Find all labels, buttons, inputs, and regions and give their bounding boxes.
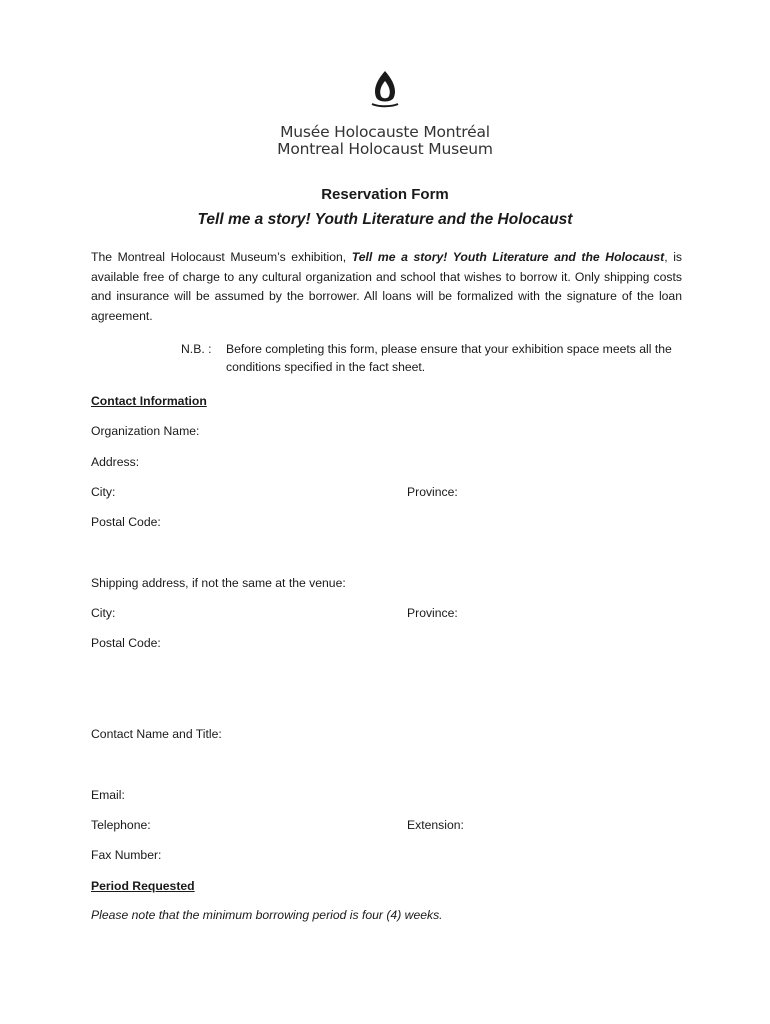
- contact-name-title-label: Contact Name and Title:: [91, 727, 222, 741]
- shipping-province-label: Province:: [407, 606, 458, 620]
- minimum-period-note: Please note that the minimum borrowing period is four (4) weeks.: [91, 908, 443, 922]
- shipping-city-label: City:: [91, 606, 116, 620]
- flame-candle-icon: [370, 70, 400, 110]
- city-label: City:: [91, 485, 116, 499]
- fax-number-label: Fax Number:: [91, 848, 162, 862]
- form-title: Reservation Form: [321, 186, 449, 203]
- nb-text: Before completing this form, please ensure that your exhibition space meets all the conditions specified in the fact sheet.: [226, 342, 672, 374]
- shipping-postal-code-label: Postal Code:: [91, 636, 161, 650]
- logo-text-english: Montreal Holocaust Museum: [277, 140, 493, 158]
- intro-paragraph: [91, 248, 682, 327]
- form-subtitle: Tell me a story! Youth Literature and the Holocaust: [197, 211, 573, 228]
- intro-text-start: The Montreal Holocaust Museum’s exhibition,: [91, 250, 352, 264]
- address-label: Address:: [91, 455, 140, 469]
- museum-logo: [0, 70, 770, 158]
- telephone-label: Telephone:: [91, 818, 151, 832]
- logo-text-french: Musée Holocauste Montréal: [280, 123, 490, 141]
- exhibition-name: Tell me a story! Youth Literature and the Holocaust: [351, 250, 665, 264]
- organization-name-label: Organization Name:: [91, 424, 200, 438]
- contact-information-heading: Contact Information: [91, 394, 207, 408]
- shipping-address-label: Shipping address, if not the same at the venue:: [91, 576, 346, 590]
- province-label: Province:: [407, 485, 458, 499]
- postal-code-label: Postal Code:: [91, 515, 161, 529]
- email-label: Email:: [91, 788, 125, 802]
- intro-text-end: , is available free of charge to any cultural organization and school that wishes to borrow it. Only shipping costs and insurance will be assumed by the borrower. All loans will be formalized with the signature of the loan agreement.: [91, 250, 682, 324]
- extension-label: Extension:: [407, 818, 464, 832]
- nb-label: N.B. :: [181, 342, 212, 356]
- period-requested-heading: Period Requested: [91, 879, 195, 893]
